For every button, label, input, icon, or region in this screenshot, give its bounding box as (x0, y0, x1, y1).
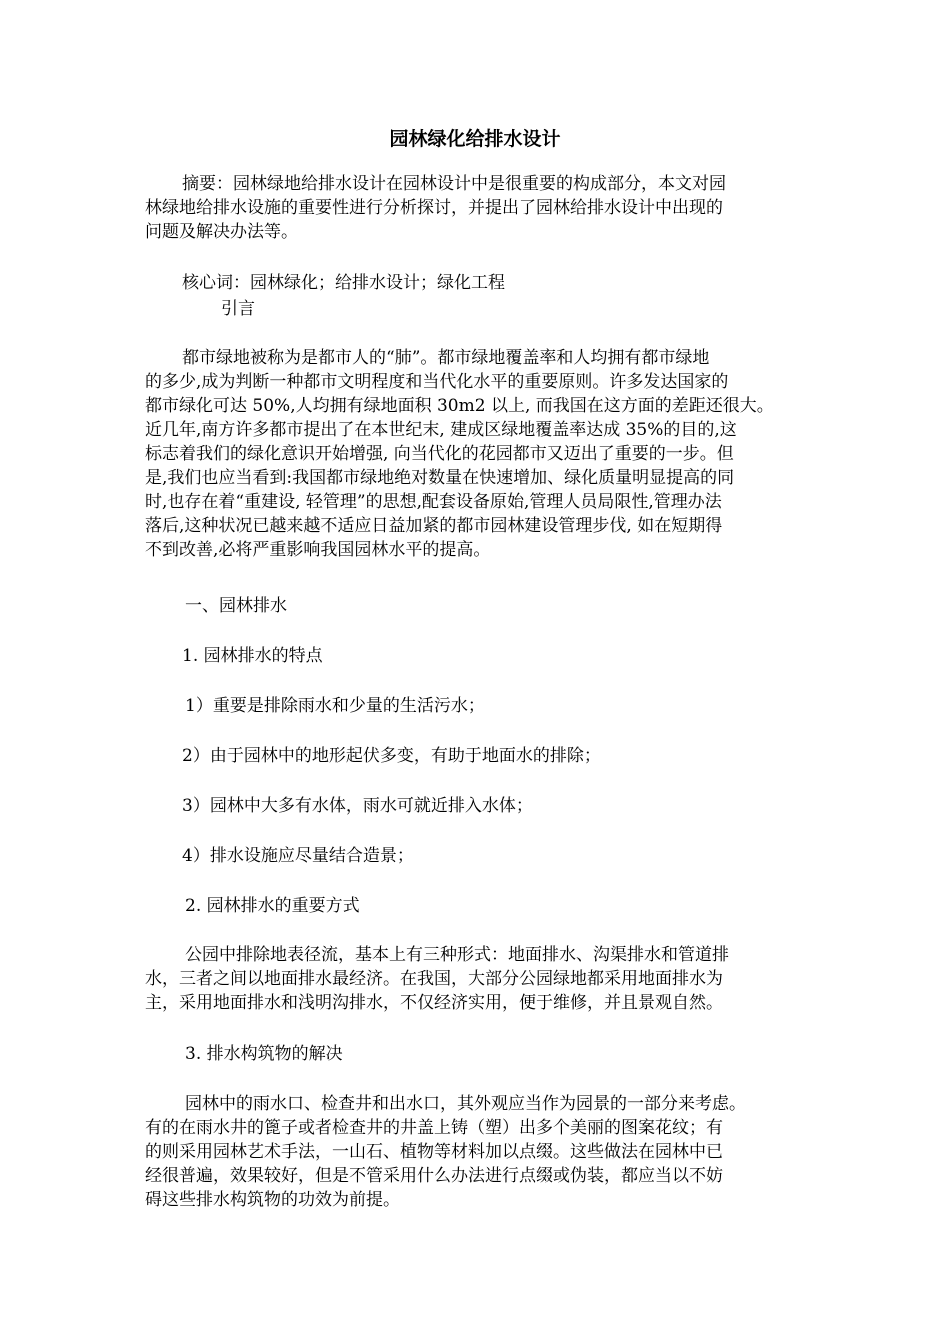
list-item-text: 1）重要是排除雨水和少量的生活污水； (185, 696, 485, 716)
text-line: 标志着我们的绿化意识开始增强, 向当代化的花园都市又迈出了重要的一步。但 (145, 444, 734, 464)
list-item-text: 2）由于园林中的地形起伏多变，有助于地面水的排除； (182, 746, 601, 766)
section-heading-text: 一、园林排水 (185, 596, 287, 616)
subheading-text: 3. 排水构筑物的解决 (185, 1044, 343, 1064)
keywords-text: 核心词：园林绿化；给排水设计；绿化工程 (182, 273, 505, 293)
intro-heading (145, 297, 810, 321)
text-line: 园林中的雨水口、检查井和出水口，其外观应当作为园景的一部分来考虑。 (185, 1094, 746, 1114)
intro-heading-text: 引言 (221, 299, 255, 319)
section-heading-1 (145, 594, 810, 618)
text-line: 近几年,南方许多都市提出了在本世纪末, 建成区绿地覆盖率达成 35%的目的,这 (145, 420, 737, 440)
text-line: 时,也存在着“重建设, 轻管理”的思想,配套设备原始,管理人员局限性,管理办法 (145, 492, 722, 512)
intro-paragraph (145, 346, 810, 562)
list-item-text: 4）排水设施应尽量结合造景； (182, 846, 414, 866)
text-line: 摘要：园林绿地给排水设计在园林设计中是很重要的构成部分，本文对园 (182, 174, 726, 194)
structures-paragraph (145, 1092, 810, 1212)
subheading-text: 1. 园林排水的特点 (182, 646, 323, 666)
text-line: 碍这些排水构筑物的功效为前提。 (145, 1190, 400, 1210)
text-line: 主，采用地面排水和浅明沟排水，不仅经济实用，便于维修，并且景观自然。 (145, 993, 723, 1013)
text-line: 是,我们也应当看到:我国都市绿地绝对数量在快速增加、绿化质量明显提高的同 (145, 468, 735, 488)
list-item-text: 3）园林中大多有水体，雨水可就近排入水体； (182, 796, 533, 816)
text-line: 的多少,成为判断一种都市文明程度和当代化水平的重要原则。许多发达国家的 (145, 372, 729, 392)
keywords-line (145, 271, 810, 295)
document-title: 园林绿化给排水设计 (389, 128, 561, 150)
text-line: 都市绿化可达 50%,人均拥有绿地面积 30m2 以上, 而我国在这方面的差距还很大。 (145, 396, 774, 416)
subheading-2 (145, 894, 810, 918)
text-line: 问题及解决办法等。 (145, 222, 298, 242)
subheading-text: 2. 园林排水的重要方式 (185, 896, 360, 916)
text-line: 林绿地给排水设施的重要性进行分析探讨，并提出了园林给排水设计中出现的 (145, 198, 723, 218)
text-line: 都市绿地被称为是都市人的“肺”。都市绿地覆盖率和人均拥有都市绿地 (182, 348, 710, 368)
text-line: 经很普遍，效果较好，但是不管采用什么办法进行点缀或伪装，都应当以不妨 (145, 1166, 723, 1186)
list-item (145, 694, 810, 718)
text-line: 落后,这种状况已越来越不适应日益加紧的都市园林建设管理步伐, 如在短期得 (145, 516, 723, 536)
list-item (145, 844, 810, 868)
drainage-methods-paragraph (145, 943, 810, 1015)
text-line: 水，三者之间以地面排水最经济。在我国，大部分公园绿地都采用地面排水为 (145, 969, 723, 989)
subheading-1 (145, 644, 810, 668)
text-line: 有的在雨水井的篦子或者检查井的井盖上铸（塑）出多个美丽的图案花纹；有 (145, 1118, 723, 1138)
subheading-3 (145, 1042, 810, 1066)
list-item (145, 744, 810, 768)
list-item (145, 794, 810, 818)
text-line: 的则采用园林艺术手法，一山石、植物等材料加以点缀。这些做法在园林中已 (145, 1142, 723, 1162)
text-line: 公园中排除地表径流，基本上有三种形式：地面排水、沟渠排水和管道排 (185, 945, 729, 965)
abstract-paragraph (145, 172, 810, 244)
text-line: 不到改善,必将严重影响我国园林水平的提高。 (145, 540, 491, 560)
